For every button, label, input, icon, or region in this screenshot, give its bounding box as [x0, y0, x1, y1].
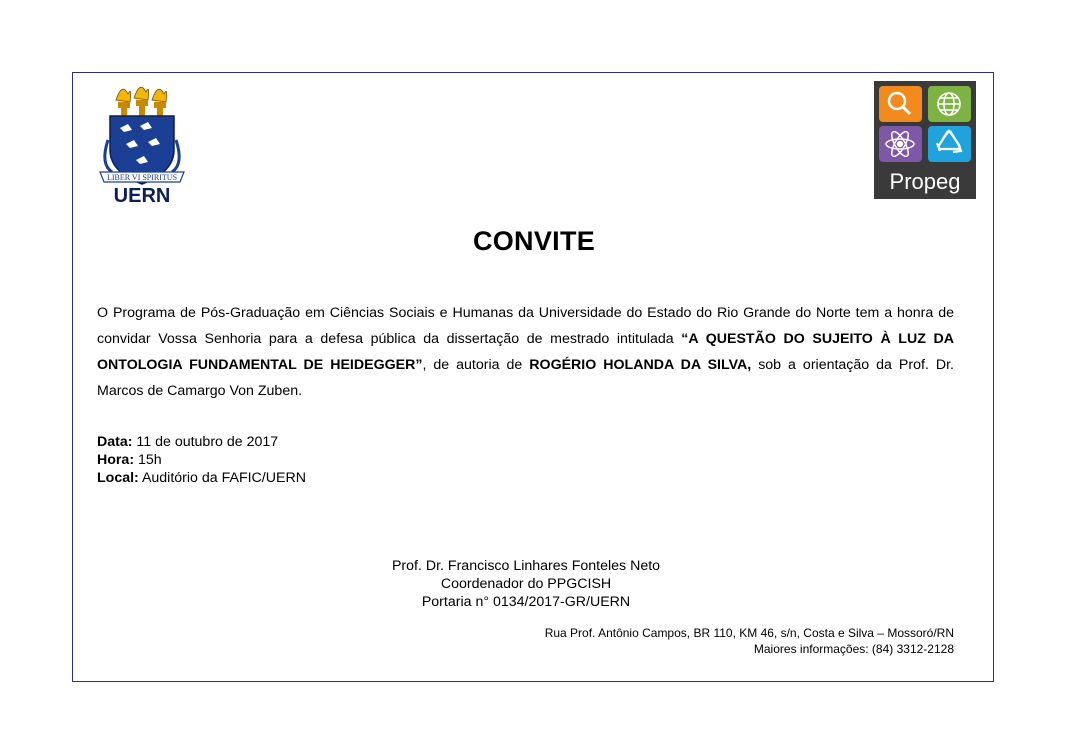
- signature-block: [0, 557, 1052, 611]
- thesis-title: “A QUESTÃO DO SUJEITO À LUZ DA ONTOLOGIA FUNDAMENTAL DE HEIDEGGER”: [97, 331, 954, 373]
- date-label: Data:: [97, 434, 133, 450]
- time-label: Hora:: [97, 452, 135, 468]
- date-value: 11 de outubro de 2017: [132, 434, 279, 450]
- uern-motto: LIBER VI SPIRITUS: [106, 173, 178, 182]
- place-value: Auditório da FAFIC/UERN: [138, 470, 306, 486]
- advisor-text: sob a orientação da Prof. Dr. Marcos de Camargo Von Zuben.: [97, 357, 954, 399]
- invitation-intro: O Programa de Pós-Graduação em Ciências Sociais e Humanas da Universidade do Estado do Rio Grande do Norte tem a honra de convidar Vossa Senhoria para a defesa pública da dissertação de mestrado intitulada: [97, 305, 954, 347]
- page-title: CONVITE: [472, 226, 596, 256]
- date-row: [97, 433, 306, 451]
- footer-info: Maiores informações: (84) 3312-2128: [753, 642, 954, 656]
- signatory-name: Prof. Dr. Francisco Linhares Fonteles Neto: [391, 558, 661, 574]
- author-name: ROGÉRIO HOLANDA DA SILVA,: [529, 357, 752, 373]
- uern-crest-icon: [96, 80, 188, 206]
- place-label: Local:: [97, 470, 139, 486]
- time-row: [97, 451, 306, 469]
- footer-address: Rua Prof. Antônio Campos, BR 110, KM 46, s/n, Costa e Silva – Mossoró/RN: [544, 626, 954, 640]
- place-row: [97, 469, 306, 487]
- author-prefix: , de autoria de: [422, 357, 530, 373]
- footer-contact: [545, 625, 954, 657]
- propeg-name: Propeg: [889, 169, 961, 194]
- propeg-logo-icon: [874, 81, 976, 199]
- uern-name: UERN: [113, 185, 171, 206]
- event-details: [97, 433, 306, 487]
- signatory-ordinance: Portaria n° 0134/2017-GR/UERN: [421, 594, 631, 610]
- time-value: 15h: [134, 452, 162, 468]
- signatory-role: Coordenador do PPGCISH: [440, 576, 612, 592]
- invitation-body: [97, 300, 954, 404]
